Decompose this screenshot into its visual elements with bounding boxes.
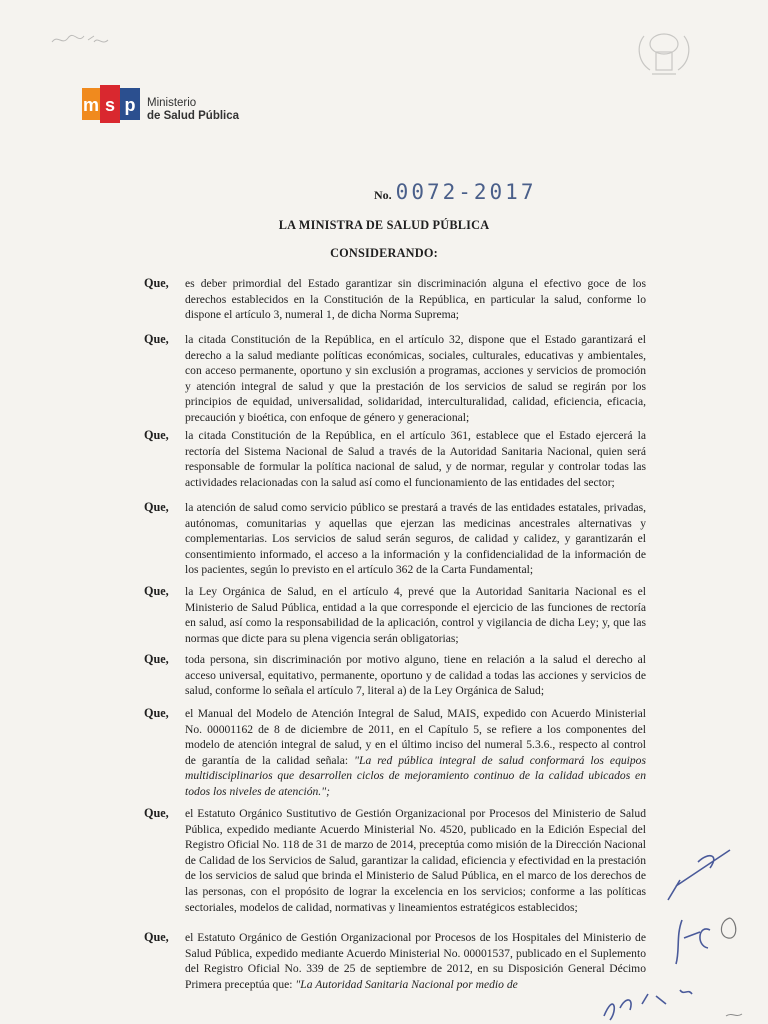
clause-quote: "La Autoridad Sanitaria Nacional por medio de [295,977,518,991]
ministry-name [147,97,239,123]
clause-body: el Manual del Modelo de Atención Integral de Salud, MAIS, expedido con Acuerdo Ministerial No. 00001162 de 8 de diciembre de 2011, en el Capítulo 5, se refiere a los componentes del modelo de atención integral de salud, y en el último inciso del numeral 5.3.6., respecto al control de garantía de la calidad señala: [185,707,646,767]
number-label: No. [374,188,392,202]
clause-text: el Estatuto Orgánico Sustitutivo de Gestión Organizacional por Procesos del Ministerio de Salud Pública, expedido mediante Acuerdo Ministerial No. 4520, publicado en la Edición Especial del Registro Oficial No. 118 de 31 de marzo de 2014, preceptúa como misión de la Dirección Nacional de Calidad de los Servicios de Salud, garantizar la calidad, eficiencia y efectividad en la prestación de los servicios de salud que brinda el Ministerio de Salud Pública, en el marco de los derechos de las personas, con el propósito de lograr la excelencia en los servicios; conforme a las políticas sectoriales, modelos de calidad, normativas y lineamientos estratégicos establecidos; [185,807,646,914]
clause-text: la citada Constitución de la República, en el artículo 361, establece que el Estado ejercerá la rectoría del Sistema Nacional de Salud a través de la Autoridad Sanitaria Nacional, quien será responsable de formular la política nacional de salud, y de normar, regular y controlar todas las actividades relacionadas con la salud así como el funcionamiento de las entidades del sector; [185,429,646,489]
ministry-line-2: de Salud Pública [147,110,240,122]
ministry-line-1: Ministerio [147,97,197,109]
section-heading: CONSIDERANDO: [330,246,438,260]
document-number [374,180,536,204]
coat-of-arms-seal [630,22,698,82]
clause-label: Que, [144,428,169,442]
clause-label: Que, [144,500,169,514]
svg-text:s: s [104,95,116,115]
clause-text: la Ley Orgánica de Salud, en el artículo 4, prevé que la Autoridad Sanitaria Nacional es el Ministerio de Salud Pública, entidad a la que corresponde el ejercicio de las funciones de rectoría en salud, así como la responsabilidad de la aplicación, control y vigilancia de dicha Ley; y, que las normas que dicte para su plena vigencia serán obligatorias; [185,585,646,645]
clause-label: Que, [144,276,169,290]
clause-label: Que, [144,930,169,944]
clause-text [185,930,646,992]
clause-label: Que, [144,806,169,820]
handwritten-initials [580,840,768,1024]
clause-label: Que, [144,652,169,666]
svg-text:m: m [82,95,100,115]
document-title: LA MINISTRA DE SALUD PÚBLICA [278,218,490,232]
clause-body: el Estatuto Orgánico de Gestión Organizacional por Procesos de los Hospitales del Ministerio de Salud Pública, expedido mediante Acuerdo Ministerial No. 00001537, publicado en el Suplemento del Registro Oficial No. 339 de 25 de septiembre de 2012, en su Disposición General Décimo Primera preceptúa que: [185,931,646,991]
msp-logo [82,85,140,125]
clause-label: Que, [144,584,169,598]
clause-label: Que, [144,706,169,720]
clause-text: toda persona, sin discriminación por motivo alguno, tiene en relación a la salud el derecho al acceso universal, equitativo, permanente, oportuno y de calidad a todas las acciones y servicios de salud, conforme lo señala el artículo 7, literal a) de la Ley Orgánica de Salud; [185,653,646,698]
svg-text:p: p [124,95,136,115]
clause-quote: "La red pública integral de salud conformará los equipos multidisciplinarios que desarrollen ciclos de mejoramiento continuo de la calidad ubicados en todos los niveles de atención."; [185,753,646,798]
number-value: 0072-2017 [395,180,537,204]
clause-text: es deber primordial del Estado garantizar sin discriminación alguna el efectivo goce de los derechos establecidos en la Constitución de la República, en particular la salud, conforme lo dispone el artículo 3, numeral 1, de dicha Norma Suprema; [185,277,646,322]
clause-text: la atención de salud como servicio público se prestará a través de las entidades estatales, privadas, autónomas, comunitarias y aquellas que ejerzan las medicinas ancestrales alternativas y complementarias. Los servicios de salud serán seguros, de calidad y calidez, y garantizarán el consentimiento informado, el acceso a la información y la confidencialidad de la información de los pacientes, según lo previsto en el artículo 362 de la Carta Fundamental; [185,501,646,577]
clause-label: Que, [144,332,169,346]
margin-scribble [48,28,118,52]
clause-text [185,706,646,800]
clause-text: la citada Constitución de la República, en el artículo 32, dispone que el Estado garantizará el derecho a la salud mediante políticas económicas, sociales, culturales, educativas y ambientales, con acceso permanente, oportuno y sin exclusión a programas, acciones y servicios de promoción y atención integral de salud y que la prestación de los servicios de salud se regirán por los principios de equidad, universalidad, solidaridad, interculturalidad, calidad, eficiencia, eficacia, precaución y bioética, con enfoque de género y generacional; [185,333,646,424]
